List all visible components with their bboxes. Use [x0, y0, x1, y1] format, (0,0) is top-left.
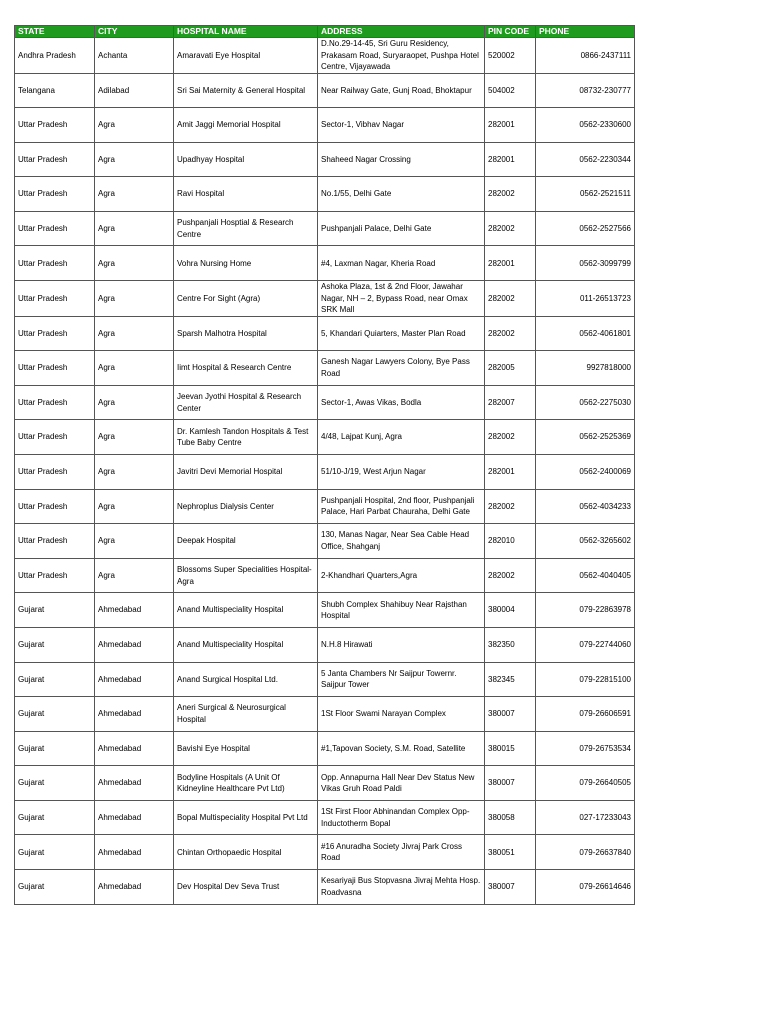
table-row	[15, 420, 635, 455]
address-cell: #16 Anuradha Society Jivraj Park Cross Road	[318, 835, 485, 870]
pin-code-cell: 282002	[485, 489, 536, 524]
phone-cell: 011-26513723	[536, 281, 635, 317]
hospital-name-cell: Bodyline Hospitals (A Unit Of Kidneyline Healthcare Pvt Ltd)	[174, 766, 318, 801]
table-row	[15, 211, 635, 246]
state-cell: Uttar Pradesh	[15, 489, 95, 524]
hospital-table	[14, 25, 635, 905]
pin-code-cell: 380007	[485, 870, 536, 905]
state-cell: Uttar Pradesh	[15, 177, 95, 212]
pin-code-cell: 282002	[485, 281, 536, 317]
state-cell: Gujarat	[15, 627, 95, 662]
address-cell: No.1/55, Delhi Gate	[318, 177, 485, 212]
pin-code-cell: 282007	[485, 385, 536, 420]
table-row	[15, 489, 635, 524]
table-row	[15, 558, 635, 593]
phone-cell: 0562-2230344	[536, 142, 635, 177]
hospital-name-cell: Nephroplus Dialysis Center	[174, 489, 318, 524]
city-cell: Ahmedabad	[95, 662, 174, 697]
pin-code-cell: 380058	[485, 800, 536, 835]
phone-cell: 0562-2330600	[536, 108, 635, 143]
address-cell: 1St First Floor Abhinandan Complex Opp-Inductotherm Bopal	[318, 800, 485, 835]
table-row	[15, 316, 635, 351]
address-cell: Pushpanjali Hospital, 2nd floor, Pushpanjali Palace, Hari Parbat Chauraha, Delhi Gate	[318, 489, 485, 524]
pin-code-cell: 282002	[485, 420, 536, 455]
city-cell: Agra	[95, 420, 174, 455]
table-row	[15, 142, 635, 177]
address-cell: 1St Floor Swami Narayan Complex	[318, 697, 485, 732]
pin-code-cell: 380051	[485, 835, 536, 870]
hospital-name-cell: Ravi Hospital	[174, 177, 318, 212]
pin-code-cell: 380015	[485, 731, 536, 766]
hospital-name-cell: Centre For Sight (Agra)	[174, 281, 318, 317]
address-cell: #1,Tapovan Society, S.M. Road, Satellite	[318, 731, 485, 766]
phone-cell: 079-22815100	[536, 662, 635, 697]
address-cell: 5, Khandari Quiarters, Master Plan Road	[318, 316, 485, 351]
city-cell: Ahmedabad	[95, 800, 174, 835]
header-city: CITY	[95, 26, 174, 38]
phone-cell: 0562-2525369	[536, 420, 635, 455]
phone-cell: 079-22744060	[536, 627, 635, 662]
state-cell: Uttar Pradesh	[15, 211, 95, 246]
address-cell: Ashoka Plaza, 1st & 2nd Floor, Jawahar Nagar, NH – 2, Bypass Road, near Omax SRK Mall	[318, 281, 485, 317]
phone-cell: 079-26753534	[536, 731, 635, 766]
state-cell: Uttar Pradesh	[15, 281, 95, 317]
city-cell: Agra	[95, 558, 174, 593]
table-row	[15, 454, 635, 489]
address-cell: Sector-1, Awas Vikas, Bodla	[318, 385, 485, 420]
pin-code-cell: 520002	[485, 38, 536, 74]
hospital-name-cell: Sparsh Malhotra Hospital	[174, 316, 318, 351]
address-cell: Ganesh Nagar Lawyers Colony, Bye Pass Road	[318, 351, 485, 386]
phone-cell: 0562-2400069	[536, 454, 635, 489]
state-cell: Gujarat	[15, 870, 95, 905]
phone-cell: 08732-230777	[536, 73, 635, 108]
pin-code-cell: 382350	[485, 627, 536, 662]
header-row	[15, 26, 635, 38]
address-cell: Kesariyaji Bus Stopvasna Jivraj Mehta Hosp. Roadvasna	[318, 870, 485, 905]
address-cell: Near Railway Gate, Gunj Road, Bhoktapur	[318, 73, 485, 108]
phone-cell: 0866-2437111	[536, 38, 635, 74]
phone-cell: 079-26606591	[536, 697, 635, 732]
table-row	[15, 593, 635, 628]
table-row	[15, 697, 635, 732]
phone-cell: 027-17233043	[536, 800, 635, 835]
state-cell: Gujarat	[15, 697, 95, 732]
address-cell: 4/48, Lajpat Kunj, Agra	[318, 420, 485, 455]
table-row	[15, 281, 635, 317]
hospital-name-cell: Blossoms Super Specialities Hospital-Agra	[174, 558, 318, 593]
city-cell: Achanta	[95, 38, 174, 74]
city-cell: Ahmedabad	[95, 627, 174, 662]
pin-code-cell: 282002	[485, 211, 536, 246]
header-pin-code: PIN CODE	[485, 26, 536, 38]
hospital-name-cell: Anand Multispeciality Hospital	[174, 593, 318, 628]
phone-cell: 0562-3265602	[536, 524, 635, 559]
table-row	[15, 177, 635, 212]
phone-cell: 079-22863978	[536, 593, 635, 628]
table-row	[15, 766, 635, 801]
state-cell: Andhra Pradesh	[15, 38, 95, 74]
table-row	[15, 73, 635, 108]
city-cell: Ahmedabad	[95, 593, 174, 628]
hospital-name-cell: Jeevan Jyothi Hospital & Research Center	[174, 385, 318, 420]
city-cell: Adilabad	[95, 73, 174, 108]
state-cell: Gujarat	[15, 835, 95, 870]
phone-cell: 9927818000	[536, 351, 635, 386]
city-cell: Ahmedabad	[95, 766, 174, 801]
phone-cell: 0562-4040405	[536, 558, 635, 593]
pin-code-cell: 282002	[485, 177, 536, 212]
phone-cell: 079-26614646	[536, 870, 635, 905]
state-cell: Uttar Pradesh	[15, 454, 95, 489]
city-cell: Ahmedabad	[95, 870, 174, 905]
city-cell: Ahmedabad	[95, 731, 174, 766]
hospital-name-cell: Dr. Kamlesh Tandon Hospitals & Test Tube Baby Centre	[174, 420, 318, 455]
hospital-name-cell: Javitri Devi Memorial Hospital	[174, 454, 318, 489]
table-row	[15, 246, 635, 281]
hospital-name-cell: Aneri Surgical & Neurosurgical Hospital	[174, 697, 318, 732]
state-cell: Gujarat	[15, 593, 95, 628]
table-row	[15, 870, 635, 905]
phone-cell: 0562-2521511	[536, 177, 635, 212]
state-cell: Gujarat	[15, 731, 95, 766]
hospital-name-cell: Amaravati Eye Hospital	[174, 38, 318, 74]
city-cell: Agra	[95, 211, 174, 246]
pin-code-cell: 380004	[485, 593, 536, 628]
table-body	[15, 38, 635, 905]
table-row	[15, 351, 635, 386]
phone-cell: 0562-3099799	[536, 246, 635, 281]
state-cell: Uttar Pradesh	[15, 316, 95, 351]
pin-code-cell: 282002	[485, 316, 536, 351]
address-cell: N.H.8 Hirawati	[318, 627, 485, 662]
city-cell: Agra	[95, 524, 174, 559]
table-row	[15, 800, 635, 835]
state-cell: Uttar Pradesh	[15, 108, 95, 143]
phone-cell: 079-26640505	[536, 766, 635, 801]
city-cell: Agra	[95, 316, 174, 351]
header-state: STATE	[15, 26, 95, 38]
city-cell: Agra	[95, 454, 174, 489]
address-cell: Opp. Annapurna Hall Near Dev Status New Vikas Gruh Road Paldi	[318, 766, 485, 801]
city-cell: Agra	[95, 142, 174, 177]
table-row	[15, 835, 635, 870]
table-row	[15, 662, 635, 697]
city-cell: Agra	[95, 108, 174, 143]
state-cell: Uttar Pradesh	[15, 351, 95, 386]
hospital-name-cell: Bopal Multispeciality Hospital Pvt Ltd	[174, 800, 318, 835]
hospital-name-cell: Pushpanjali Hosptial & Research Centre	[174, 211, 318, 246]
pin-code-cell: 380007	[485, 697, 536, 732]
city-cell: Ahmedabad	[95, 697, 174, 732]
pin-code-cell: 282001	[485, 108, 536, 143]
address-cell: 5 Janta Chambers Nr Saijpur Towernr. Saijpur Tower	[318, 662, 485, 697]
pin-code-cell: 380007	[485, 766, 536, 801]
city-cell: Agra	[95, 246, 174, 281]
hospital-name-cell: Dev Hospital Dev Seva Trust	[174, 870, 318, 905]
address-cell: Shaheed Nagar Crossing	[318, 142, 485, 177]
state-cell: Uttar Pradesh	[15, 558, 95, 593]
city-cell: Agra	[95, 177, 174, 212]
hospital-name-cell: Amit Jaggi Memorial Hospital	[174, 108, 318, 143]
table-row	[15, 385, 635, 420]
state-cell: Uttar Pradesh	[15, 524, 95, 559]
city-cell: Ahmedabad	[95, 835, 174, 870]
city-cell: Agra	[95, 281, 174, 317]
state-cell: Gujarat	[15, 800, 95, 835]
address-cell: Shubh Complex Shahibuy Near Rajsthan Hospital	[318, 593, 485, 628]
pin-code-cell: 282001	[485, 246, 536, 281]
pin-code-cell: 282002	[485, 558, 536, 593]
address-cell: #4, Laxman Nagar, Kheria Road	[318, 246, 485, 281]
pin-code-cell: 282001	[485, 142, 536, 177]
address-cell: 130, Manas Nagar, Near Sea Cable Head Office, Shahganj	[318, 524, 485, 559]
table-row	[15, 731, 635, 766]
phone-cell: 0562-2275030	[536, 385, 635, 420]
hospital-name-cell: Chintan Orthopaedic Hospital	[174, 835, 318, 870]
address-cell: D.No.29-14-45, Sri Guru Residency, Prakasam Road, Suryaraopet, Pushpa Hotel Centre, Vijayawada	[318, 38, 485, 74]
city-cell: Agra	[95, 489, 174, 524]
state-cell: Gujarat	[15, 766, 95, 801]
pin-code-cell: 282001	[485, 454, 536, 489]
pin-code-cell: 504002	[485, 73, 536, 108]
hospital-name-cell: Upadhyay Hospital	[174, 142, 318, 177]
hospital-name-cell: Iimt Hospital & Research Centre	[174, 351, 318, 386]
address-cell: Sector-1, Vibhav Nagar	[318, 108, 485, 143]
hospital-name-cell: Vohra Nursing Home	[174, 246, 318, 281]
state-cell: Uttar Pradesh	[15, 246, 95, 281]
phone-cell: 079-26637840	[536, 835, 635, 870]
hospital-name-cell: Deepak Hospital	[174, 524, 318, 559]
hospital-name-cell: Bavishi Eye Hospital	[174, 731, 318, 766]
pin-code-cell: 282005	[485, 351, 536, 386]
address-cell: 2-Khandhari Quarters,Agra	[318, 558, 485, 593]
state-cell: Uttar Pradesh	[15, 420, 95, 455]
state-cell: Uttar Pradesh	[15, 385, 95, 420]
table-row	[15, 38, 635, 74]
hospital-name-cell: Anand Surgical Hospital Ltd.	[174, 662, 318, 697]
phone-cell: 0562-4034233	[536, 489, 635, 524]
state-cell: Telangana	[15, 73, 95, 108]
table-row	[15, 524, 635, 559]
hospital-name-cell: Anand Multispeciality Hospital	[174, 627, 318, 662]
header-phone: PHONE	[536, 26, 635, 38]
pin-code-cell: 282010	[485, 524, 536, 559]
table-row	[15, 108, 635, 143]
table-row	[15, 627, 635, 662]
address-cell: 51/10-J/19, West Arjun Nagar	[318, 454, 485, 489]
pin-code-cell: 382345	[485, 662, 536, 697]
phone-cell: 0562-2527566	[536, 211, 635, 246]
phone-cell: 0562-4061801	[536, 316, 635, 351]
state-cell: Uttar Pradesh	[15, 142, 95, 177]
header-hospital-name: HOSPITAL NAME	[174, 26, 318, 38]
hospital-name-cell: Sri Sai Maternity & General Hospital	[174, 73, 318, 108]
state-cell: Gujarat	[15, 662, 95, 697]
header-address: ADDRESS	[318, 26, 485, 38]
city-cell: Agra	[95, 351, 174, 386]
address-cell: Pushpanjali Palace, Delhi Gate	[318, 211, 485, 246]
city-cell: Agra	[95, 385, 174, 420]
